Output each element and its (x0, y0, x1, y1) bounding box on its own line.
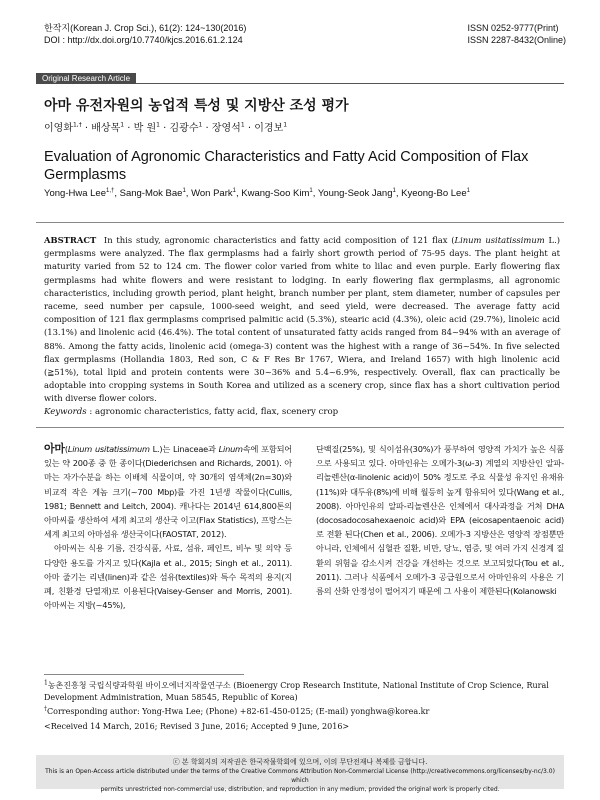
author-ko: 이경보 (254, 123, 284, 134)
body-column-right (316, 442, 564, 598)
author-en: Young-Seok Jang (317, 188, 393, 199)
author-en: Kwang-Soo Kim (241, 188, 310, 199)
abstract-text-2: L.) germplasms were analyzed. The flax germplasms had a fairly short growth period of 75-95 days. The plant height at maturity varied from 52 to 124 cm. The flower color varied from white to lilac and even purple. Early flowering flax germplasms had white flowers and were resistant to lodging. In early flowering flax germplasms, all agronomic characteristics, including growth period, plant height, branch number per plant, stem diameter, number of capsules per raceme, seed number per capsule, 1000-seed weight, and seed yield, were decreased. The average fatty acid composition of 121 flax germplasms comprised palmitic acid (5.3%), stearic acid (4.3%), oleic acid (29.7%), linoleic acid (13.1%) and linolenic acid (46.4%). The total content of unsaturated fatty acids ranged from 84~94% with an average of 88%. Among the fatty acids, linolenic acid (omega-3) content was the highest with a range of 36~54%. In five selected flax germplasms (Hollandia 1803, Red son, C & F Res Br 1767, Wiera, and Ireland 1657) with high linolenic acid (≧51%), total lipid and protein contents were 30~36% and 5.4~6.9%, respectively. Overall, flax can practically be adoptable into cropping systems in South Korea and utilized as a scenery crop, since flax has a short cultivation period with diverse flower colors. (44, 235, 560, 404)
text-run: ( (64, 444, 68, 454)
footnote-sup: 1 (44, 679, 48, 687)
affiliation-footnote (44, 680, 560, 703)
korean-title: 아마 유전자원의 농업적 특성 및 지방산 조성 평가 (44, 98, 349, 114)
keywords (44, 407, 338, 417)
author-sup: 1 (240, 121, 245, 129)
doi-line[interactable]: DOI : http://dx.doi.org/10.7740/kjcs.2016.61.2.124 (44, 35, 243, 45)
author-sup: 1,† (72, 121, 82, 129)
issn-online: ISSN 2287-8432(Online) (467, 35, 566, 45)
species-name: Linum usitatissimum (67, 444, 150, 454)
issn-print: ISSN 0252-9777(Print) (467, 23, 559, 33)
keywords-bottom-rule (36, 427, 564, 428)
author-sup: 1 (392, 187, 396, 194)
author-ko: 박 원 (133, 123, 157, 134)
author-ko: 이영화 (44, 123, 73, 134)
author-sup: 1 (309, 187, 313, 194)
author-sup: 1 (156, 121, 160, 129)
author-sup: 1 (120, 121, 125, 129)
footnote-rule (44, 674, 244, 675)
affiliation-text: 농촌진흥청 국립식량과학원 바이오에너지작물연구소 (Bioenergy Crop Research Institute, National Institute of Crop Science, Rural Development Administration, Muan 58545, Republic of Korea) (44, 681, 549, 702)
abstract-label: ABSTRACT (44, 235, 97, 245)
issn-block (467, 22, 566, 46)
korean-authors: 이영화$^{1,\dagger}$ · 배상목$^1$ · 박 원$^1$ · 김광수$^1$ · 장영석$^1$ · 이경보$^1$ (44, 121, 288, 134)
author-en: Sang-Mok Bae (119, 188, 183, 199)
received-dates: <Received 14 March, 2016; Revised 3 June, 2016; Accepted 9 June, 2016> (44, 721, 350, 731)
journal-citation: 한작지(Korean J. Crop Sci.), 61(2): 124~130(2016) (44, 23, 247, 33)
english-authors: Yong-Hwa Lee$^{1,\dagger}$, Sang-Mok Bae$^1$, Won Park$^1$, Kwang-Soo Kim$^1$, Young-Seok Jang$^1$, Kyeong-Bo Lee$^1$ (44, 187, 470, 199)
abstract (44, 234, 560, 406)
footnote-sup: † (44, 705, 47, 713)
author-ko: 장영석 (211, 123, 241, 134)
license-line: This is an Open-Access article distributed under the terms of the Creative Commons Attribution Non-Commercial License (http://creativecommons.org/licenses/by-nc/3.0) which (45, 768, 555, 784)
author-sup: 1 (198, 121, 203, 129)
author-ko: 배상목 (91, 123, 121, 134)
abstract-species: Linum usitatissimum (454, 235, 545, 245)
author-sup: 1 (283, 121, 288, 129)
text-run: 속에 포함되어 있는 약 200종 중 한 종이다(Diederichsen and Richards, 2001). 아마는 자가수분을 하는 이배체 식물이며, 약 30개의 염색체(2n=30)와 비교적 작은 게놈 크기(~700 Mbp)를 가진 1년생 작물이다(Cullis, 1981; Bennett and Leitch, 2004). 캐나다는 2014년 614,800톤의 아마씨를 생산하여 세계 최고의 생산국 이고(Flax Statistics), 프랑스는 세계 최고의 아마섬유 생산국이다(FAOSTAT, 2012). (44, 444, 292, 540)
journal-header (44, 22, 246, 46)
corresponding-footnote (44, 706, 560, 718)
corresponding-text: Corresponding author: Yong-Hwa Lee; (Phone) +82-61-450-0125; (E-mail) yonghwa@korea.kr (47, 707, 430, 716)
paragraph: 단백질(25%), 및 식이섬유(30%)가 풍부하여 영양적 가치가 높은 식품으로 사용되고 있다. 아마인유는 오메가-3(ω-3) 계열의 지방산인 알파-리놀렌산(α-linolenic acid)이 50% 정도로 주요 식물성 유지인 유채유(11%)와 대두유(8%)에 비해 월등히 높게 함유되어 있다(Wang et al., 2008). 아마인유의 알파-리놀렌산은 인체에서 대사과정을 거쳐 DHA (docosadocosahexaenoic acid)와 EPA (eicosapentaenoic acid)로 전환 된다(Chen et al., 2006). 오메가-3 지방산은 영양적 장점뿐만 아니라, 인체에서 심혈관 질환, 비만, 당뇨, 염증, 및 여러 가지 신경계 질환의 위험을 감소시켜 건강을 개선하는 것으로 보고되었다(Tou et al., 2011). 그러나 식품에서 오메가-3 공급원으로서 아마인유의 사용은 기름의 산화 안정성이 떨어지기 때문에 그 사용이 제한된다(Kolanowski (316, 444, 564, 597)
license-line: permits unrestricted non-commercial use, distribution, and reproduction in any medium, provided the original work is properly cited. (100, 786, 500, 793)
author-sup: 1 (182, 187, 186, 194)
genus-name: Linum (218, 444, 243, 454)
paragraph (44, 442, 292, 541)
author-sup: 1 (466, 187, 470, 194)
author-en: Yong-Hwa Lee (44, 188, 106, 199)
copyright-line: ⓒ 본 학회지의 저작권은 한국작물학회에 있으며, 이의 무단전재나 복제를 금합니다. (172, 758, 428, 766)
article-type-label: Original Research Article (36, 73, 136, 84)
footnotes (44, 680, 560, 735)
license-box (36, 755, 564, 793)
author-sup: 1 (232, 187, 236, 194)
abstract-text-1: In this study, agronomic characteristics and fatty acid composition of 121 flax ( (103, 235, 455, 245)
abstract-top-rule (36, 222, 564, 223)
english-title: Evaluation of Agronomic Characteristics and Fatty Acid Composition of Flax Germplasms (44, 149, 529, 183)
body-column-left (44, 442, 292, 612)
article-type-band (36, 73, 564, 84)
author-ko: 김광수 (169, 123, 199, 134)
author-sup: 1,† (105, 187, 115, 194)
lead-word: 아마 (44, 442, 65, 455)
paragraph: 아마씨는 식용 기름, 건강식품, 사료, 섬유, 페인트, 비누 및 의약 등 다양한 용도를 가지고 있다(Kajla et al., 2015; Singh et al., 2011). 아마 줄기는 리넨(linen)과 같은 섬유(textiles)와 특수 목적의 용지(지폐, 친환경 단열재)로 이용된다(Vaisey-Genser and Morris, 2001). 아마씨는 지방(~45%), (44, 543, 292, 611)
author-en: Won Park (191, 188, 233, 199)
author-en: Kyeong-Bo Lee (401, 188, 467, 199)
keywords-label: Keywords (44, 407, 87, 417)
keywords-text: : agronomic characteristics, fatty acid, flax, scenery crop (86, 407, 339, 417)
text-run: L.)는 Linaceae과 (149, 444, 219, 454)
